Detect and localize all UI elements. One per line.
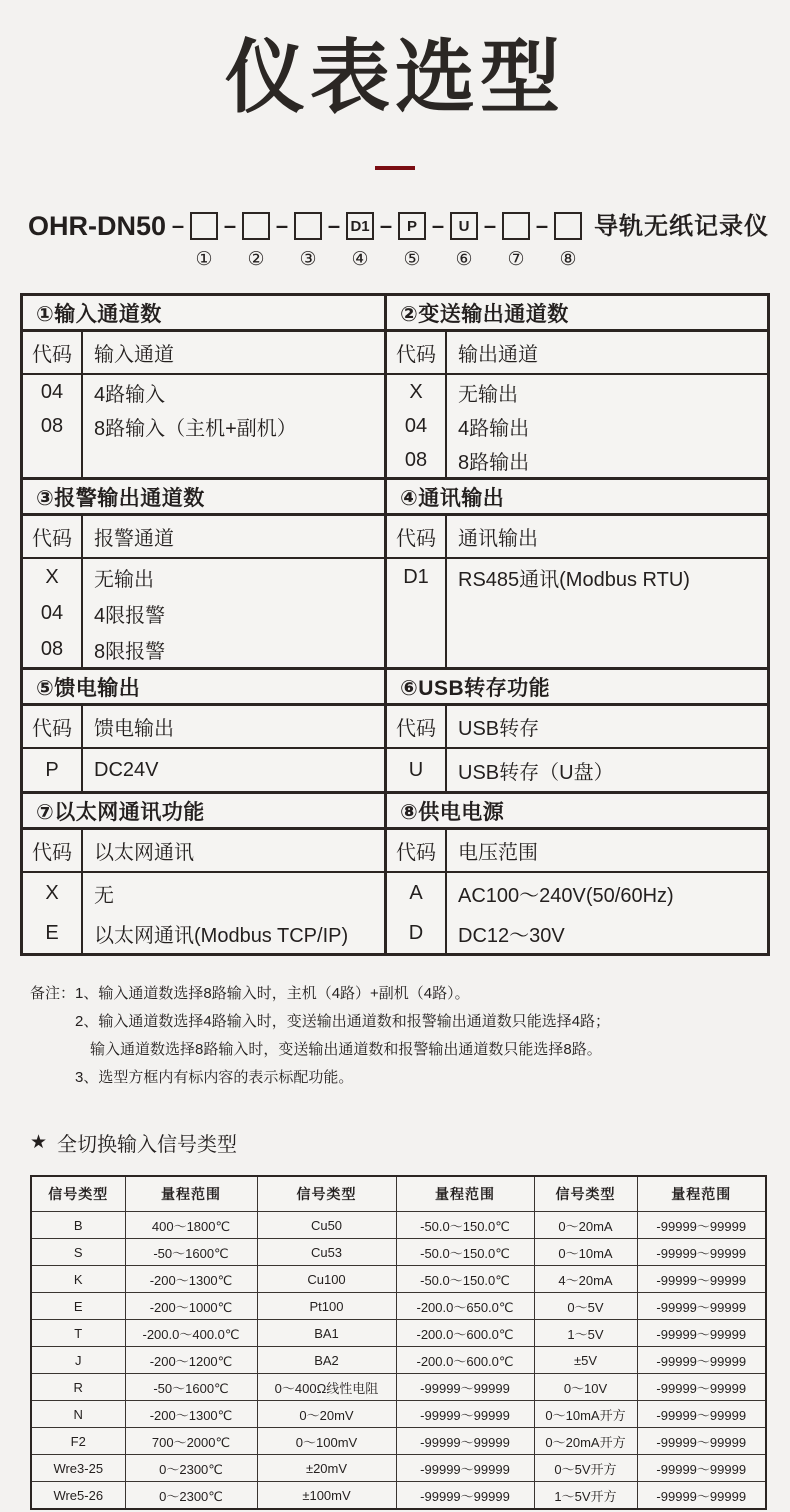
option-desc: 4路输出 [458,417,530,440]
signal-cell: J [31,1347,125,1374]
signal-cell: -50～1600℃ [125,1239,257,1266]
desc-header: 输出通道 [458,344,538,366]
signal-col-header: 量程范围 [125,1176,257,1212]
option-code: X [45,565,59,588]
star-icon: ★ [30,1132,48,1153]
signal-cell: -200～1200℃ [125,1347,257,1374]
desc-header: USB转存 [458,718,540,740]
code-header: 代码 [23,516,83,557]
model-box-group [322,210,374,271]
signal-cell: N [31,1401,125,1428]
model-dash: – [171,213,185,238]
model-box [242,212,270,240]
signal-cell: Pt100 [257,1293,396,1320]
option-desc: 8路输入（主机+副机） [94,417,297,440]
signal-cell: R [31,1374,125,1401]
model-box-group [218,210,270,271]
model-box [554,212,582,240]
section-5 [23,667,387,791]
signal-cell: -99999～99999 [637,1212,766,1239]
model-box-number: ③ [299,249,317,270]
option-desc: 8路输出 [458,451,530,474]
model-box-number: ⑥ [455,249,473,270]
option-code: X [45,881,59,904]
note-line: 1、输入通道数选择8路输入时，主机（4路）+副机（4路）。 [75,985,470,1002]
section-3 [23,477,387,667]
signal-cell: 1～5V开方 [534,1482,637,1510]
table-row [31,1266,766,1293]
signal-cell: -200～1300℃ [125,1266,257,1293]
section-title: ⑧供电电源 [387,794,767,830]
model-box-number: ⑧ [559,249,577,270]
title-underline-dash [375,166,415,170]
model-box-number: ⑦ [507,249,525,270]
page-title: 仪表选型 [225,33,565,122]
signal-cell: Wre5-26 [31,1482,125,1510]
model-suffix: 导轨无纸记录仪 [594,213,770,240]
option-code: D [408,921,424,944]
note-line: 输入通道数选择8路输入时，变送输出通道数和报警输出通道数只能选择8路。 [90,1041,602,1058]
desc-header: 报警通道 [94,528,174,550]
model-boxes [166,210,582,271]
option-code: U [408,758,424,781]
signal-cell: ±20mV [257,1455,396,1482]
signal-cell: S [31,1239,125,1266]
code-header: 代码 [387,516,447,557]
signal-col-header: 信号类型 [534,1176,637,1212]
section-2 [387,296,767,477]
signal-table [30,1175,767,1510]
model-dash: – [327,213,341,238]
signal-cell: -99999～99999 [637,1320,766,1347]
signal-col-header: 信号类型 [257,1176,396,1212]
option-desc: USB转存（U盘） [458,761,614,784]
model-box-group [478,210,530,271]
signal-col-header: 信号类型 [31,1176,125,1212]
signal-cell: Cu100 [257,1266,396,1293]
model-box-number: ② [247,249,265,270]
option-code: 08 [40,637,64,660]
signal-cell: 0～10V [534,1374,637,1401]
signal-cell: 1～5V [534,1320,637,1347]
signal-cell: -99999～99999 [396,1374,534,1401]
signal-cell: 400～1800℃ [125,1212,257,1239]
signal-section-heading [30,1128,790,1157]
page [0,34,790,1512]
signal-cell: 0～5V [534,1293,637,1320]
section-title: ⑥USB转存功能 [387,670,767,706]
signal-col-header: 量程范围 [637,1176,766,1212]
table-row [31,1455,766,1482]
option-code: X [409,380,423,403]
signal-cell: -99999～99999 [396,1401,534,1428]
option-code: 08 [404,448,428,471]
model-code-line [28,210,790,271]
code-header: 代码 [23,830,83,871]
signal-cell: 0～100mV [257,1428,396,1455]
signal-cell: -200～1300℃ [125,1401,257,1428]
option-desc: DC24V [94,758,159,781]
table-row [31,1212,766,1239]
option-desc: DC12～30V [458,924,565,947]
signal-cell: 0～400Ω线性电阻 [257,1374,396,1401]
desc-header: 输入通道 [94,344,174,366]
signal-cell: -99999～99999 [637,1482,766,1510]
model-box [502,212,530,240]
table-row [31,1374,766,1401]
table-row [31,1482,766,1510]
note-line: 3、选型方框内有标内容的表示标配功能。 [75,1069,354,1086]
signal-cell: -99999～99999 [637,1266,766,1293]
desc-header: 电压范围 [458,842,538,864]
signal-cell: BA2 [257,1347,396,1374]
code-header: 代码 [387,332,447,373]
model-box-group [166,210,218,271]
signal-cell: K [31,1266,125,1293]
model-dash: – [535,213,549,238]
signal-cell: -200～1000℃ [125,1293,257,1320]
model-box-number: ① [195,249,213,270]
option-code: 04 [40,380,64,403]
signal-cell: Cu50 [257,1212,396,1239]
code-header: 代码 [387,706,447,747]
signal-cell: 0～20mV [257,1401,396,1428]
signal-header-row [31,1176,766,1212]
section-8 [387,791,767,953]
table-row [31,1293,766,1320]
signal-cell: B [31,1212,125,1239]
signal-cell: -50.0～150.0℃ [396,1266,534,1293]
signal-cell: 4～20mA [534,1266,637,1293]
model-box-group [270,210,322,271]
option-code: D1 [403,565,429,588]
signal-cell: ±100mV [257,1482,396,1510]
option-desc: 4路输入 [94,383,166,406]
desc-header: 馈电输出 [94,718,174,740]
model-dash: – [483,213,497,238]
option-code: 08 [40,414,64,437]
signal-cell: -50.0～150.0℃ [396,1212,534,1239]
notes-block [30,980,790,1092]
model-box: P [398,212,426,240]
signal-cell: -99999～99999 [396,1482,534,1510]
signal-cell: -50～1600℃ [125,1374,257,1401]
notes-label: 备注： [30,985,76,1002]
signal-cell: BA1 [257,1320,396,1347]
signal-cell: -99999～99999 [396,1455,534,1482]
signal-cell: -99999～99999 [637,1239,766,1266]
signal-cell: Wre3-25 [31,1455,125,1482]
signal-cell: -99999～99999 [637,1455,766,1482]
signal-col-header: 量程范围 [396,1176,534,1212]
signal-cell: -200.0～600.0℃ [396,1347,534,1374]
option-desc: 8限报警 [94,640,166,663]
model-dash: – [379,213,393,238]
signal-cell: -200.0～600.0℃ [396,1320,534,1347]
code-header: 代码 [387,830,447,871]
signal-cell: -99999～99999 [637,1428,766,1455]
table-row [31,1320,766,1347]
option-desc: AC100～240V(50/60Hz) [458,884,674,907]
options-table [20,293,770,956]
model-box: D1 [346,212,374,240]
model-box-number: ⑤ [403,249,421,270]
model-dash: – [275,213,289,238]
signal-cell: 0～2300℃ [125,1455,257,1482]
section-title: ③报警输出通道数 [23,480,384,516]
model-dash: – [223,213,237,238]
section-title: ⑤馈电输出 [23,670,384,706]
section-4 [387,477,767,667]
signal-cell: ±5V [534,1347,637,1374]
signal-cell: 0～5V开方 [534,1455,637,1482]
note-line: 2、输入通道数选择4路输入时，变送输出通道数和报警输出通道数只能选择4路； [75,1013,611,1030]
signal-cell: T [31,1320,125,1347]
table-row [31,1347,766,1374]
signal-cell: -99999～99999 [637,1374,766,1401]
model-box-group [426,210,478,271]
signal-cell: -99999～99999 [637,1401,766,1428]
signal-cell: -200.0～400.0℃ [125,1320,257,1347]
signal-cell: 0～2300℃ [125,1482,257,1510]
signal-cell: -200.0～650.0℃ [396,1293,534,1320]
section-title: ④通讯输出 [387,480,767,516]
signal-cell: 0～10mA开方 [534,1401,637,1428]
option-desc: 4限报警 [94,604,166,627]
signal-cell: -99999～99999 [637,1293,766,1320]
table-row [31,1401,766,1428]
model-box-group [374,210,426,271]
code-header: 代码 [23,332,83,373]
desc-header: 通讯输出 [458,528,538,550]
model-prefix: OHR-DN50 [28,211,167,241]
model-box: U [450,212,478,240]
option-code: 04 [40,601,64,624]
model-box-group [530,210,582,271]
desc-header: 以太网通讯 [94,842,194,864]
option-desc: 以太网通讯(Modbus TCP/IP) [94,924,349,947]
option-code: A [409,881,423,904]
code-header: 代码 [23,706,83,747]
signal-table-head [31,1176,766,1212]
signal-cell: -99999～99999 [637,1347,766,1374]
signal-cell: 0～20mA开方 [534,1428,637,1455]
option-desc: 无输出 [458,383,518,406]
section-title: ①输入通道数 [23,296,384,332]
section-1 [23,296,387,477]
signal-cell: 0～10mA [534,1239,637,1266]
section-title: ②变送输出通道数 [387,296,767,332]
section-title: ⑦以太网通讯功能 [23,794,384,830]
signal-cell: F2 [31,1428,125,1455]
signal-cell: -50.0～150.0℃ [396,1239,534,1266]
signal-cell: E [31,1293,125,1320]
signal-cell: -99999～99999 [396,1428,534,1455]
signal-cell: Cu53 [257,1239,396,1266]
option-code: E [45,921,59,944]
model-box [190,212,218,240]
option-desc: 无 [94,884,114,907]
table-row [31,1428,766,1455]
model-box-number: ④ [351,249,369,270]
section-6 [387,667,767,791]
table-row [31,1239,766,1266]
signal-cell: 0～20mA [534,1212,637,1239]
model-dash: – [431,213,445,238]
option-desc: 无输出 [94,568,154,591]
signal-cell: 700～2000℃ [125,1428,257,1455]
option-code: 04 [404,414,428,437]
notes-lines [75,980,610,1092]
option-code: P [45,758,59,781]
signal-heading-text: 全切换输入信号类型 [57,1134,238,1156]
section-7 [23,791,387,953]
model-box [294,212,322,240]
option-desc: RS485通讯(Modbus RTU) [458,568,690,591]
signal-table-body [31,1212,766,1510]
